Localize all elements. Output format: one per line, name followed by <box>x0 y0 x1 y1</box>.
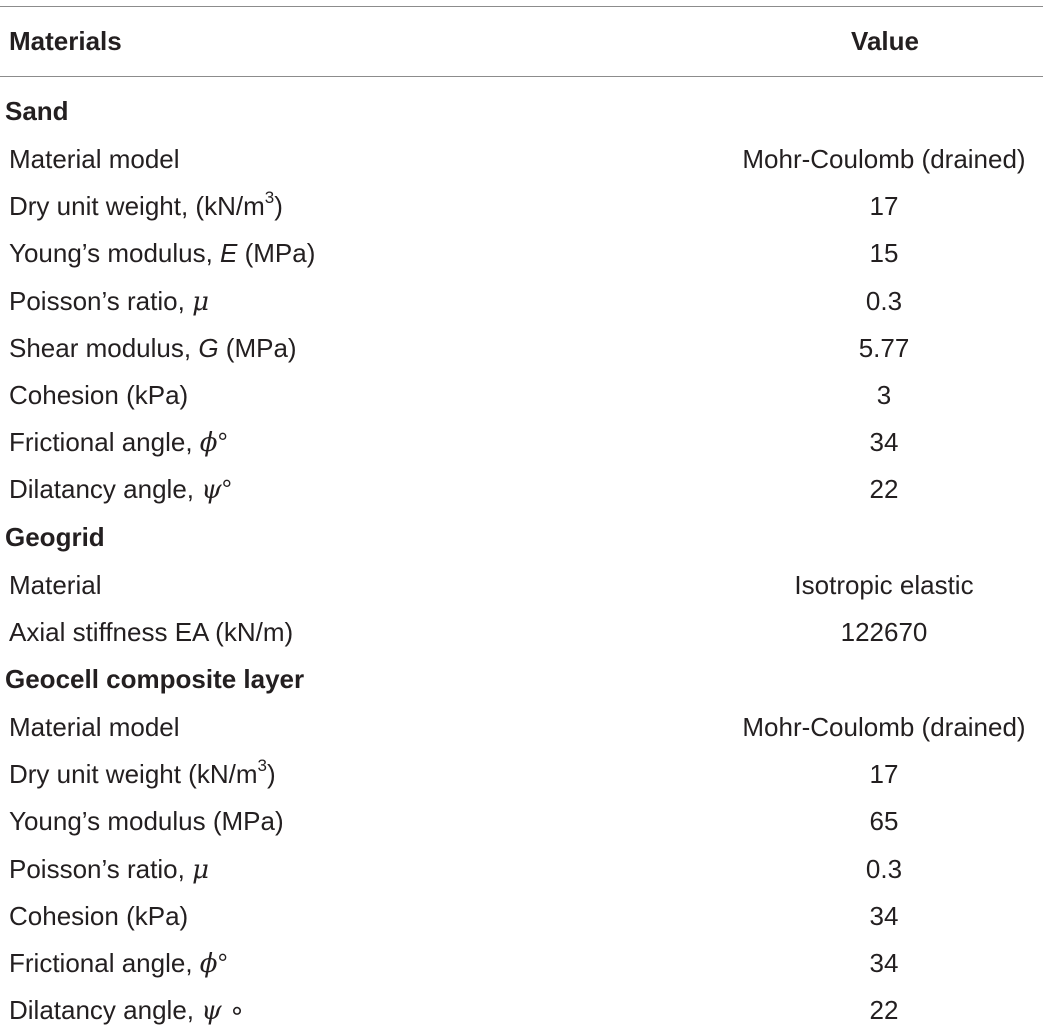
table-row <box>0 183 1043 230</box>
row-label: Material model <box>9 712 180 742</box>
table-row <box>0 846 1043 893</box>
table-row <box>0 751 1043 798</box>
table-row <box>0 798 1043 845</box>
row-label: Young’s modulus, E (MPa) <box>9 238 316 268</box>
row-value: 122670 <box>840 617 928 647</box>
row-value: 17 <box>869 191 899 221</box>
table-row <box>0 372 1043 419</box>
table-row <box>0 419 1043 466</box>
row-value: Mohr-Coulomb (drained) <box>742 712 1026 742</box>
row-label: Axial stiffness EA (kN/m) <box>9 617 294 647</box>
section-row-geocell <box>0 656 1043 703</box>
row-value: 3 <box>876 380 892 410</box>
row-label: Poisson’s ratio, μ <box>9 286 209 317</box>
row-label: Poisson’s ratio, μ <box>9 854 209 885</box>
row-label: Frictional angle, ϕ° <box>9 948 228 979</box>
row-label: Cohesion (kPa) <box>9 380 189 410</box>
table-header-rule <box>0 76 1043 77</box>
table-row <box>0 136 1043 183</box>
row-label: Dry unit weight, $(kN/m^3)$ <box>9 188 283 221</box>
table-header-row <box>0 18 1043 65</box>
row-value: 17 <box>869 759 899 789</box>
table-row <box>0 987 1043 1034</box>
row-value: Isotropic elastic <box>794 570 974 600</box>
row-value: 15 <box>869 238 899 268</box>
row-label: Frictional angle, ϕ° <box>9 427 228 458</box>
table-row <box>0 609 1043 656</box>
section-title: Sand <box>5 96 69 126</box>
table-row <box>0 230 1043 277</box>
section-title: Geocell composite layer <box>5 664 305 694</box>
row-value: 34 <box>869 901 899 931</box>
table-row <box>0 893 1043 940</box>
header-materials: Materials <box>9 26 122 56</box>
table-row <box>0 278 1043 325</box>
row-value: 65 <box>869 806 899 836</box>
row-value: 22 <box>869 995 899 1025</box>
row-label: Cohesion (kPa) <box>9 901 189 931</box>
row-value: 34 <box>869 427 899 457</box>
row-label: Material model <box>9 144 180 174</box>
row-label: Young’s modulus (MPa) <box>9 806 284 836</box>
header-value: Value <box>851 26 919 56</box>
row-label: Material <box>9 570 102 600</box>
table-row <box>0 325 1043 372</box>
row-value: 22 <box>869 474 899 504</box>
row-value: Mohr-Coulomb (drained) <box>742 144 1026 174</box>
table-row <box>0 940 1043 987</box>
row-value: 0.3 <box>865 854 903 884</box>
row-label: Dilatancy angle, ψ° <box>9 474 233 505</box>
section-row-sand <box>0 88 1043 135</box>
row-label: Dry unit weight $(kN/m^3)$ <box>9 756 276 789</box>
row-value: 0.3 <box>865 286 903 316</box>
table-row <box>0 466 1043 513</box>
table-row <box>0 704 1043 751</box>
section-row-geogrid <box>0 514 1043 561</box>
row-label: Shear modulus, G (MPa) <box>9 333 297 363</box>
row-label: Dilatancy angle, ψ ∘ <box>9 995 246 1026</box>
row-value: 5.77 <box>858 333 910 363</box>
table-top-rule <box>0 6 1043 7</box>
table-row <box>0 562 1043 609</box>
section-title: Geogrid <box>5 522 105 552</box>
row-value: 34 <box>869 948 899 978</box>
